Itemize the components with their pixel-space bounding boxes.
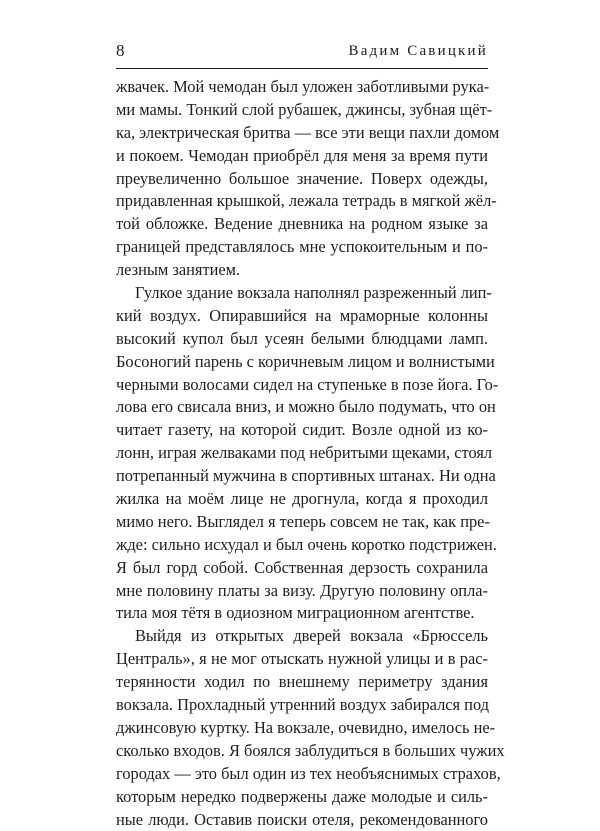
text-line: вокзала. Прохладный утренний воздух забирался под [116, 694, 488, 717]
text-line: границей представлялось мне успокоительным и по- [116, 236, 488, 259]
paragraph [116, 76, 488, 282]
text-line: мимо него. Выглядел я теперь совсем не так, как пре- [116, 511, 488, 534]
text-line: терянности ходил по внешнему периметру здания [116, 671, 488, 694]
text-line: тила моя тётя в одиозном миграционном агентстве. [116, 602, 488, 625]
body-text [116, 76, 488, 831]
text-line: Выйдя из открытых дверей вокзала «Брюссель [116, 625, 488, 648]
text-line: джинсовую куртку. На вокзале, очевидно, имелось не- [116, 717, 488, 740]
text-line: лонн, играя желваками под небритыми щеками, стоял [116, 442, 488, 465]
text-line: ка, электрическая бритва — все эти вещи пахли домом [116, 122, 488, 145]
running-head [116, 40, 488, 62]
text-line: преувеличенно большое значение. Поверх одежды, [116, 168, 488, 191]
text-line: черными волосами сидел на ступеньке в позе йога. Го- [116, 374, 488, 397]
text-line: лезным занятием. [116, 259, 488, 282]
text-line: высокий купол был усеян белыми блюдцами ламп. [116, 328, 488, 351]
text-line: ные люди. Оставив поиски отеля, рекомендованного [116, 809, 488, 831]
page-number: 8 [116, 40, 125, 62]
paragraph [116, 625, 488, 831]
header-rule [116, 68, 488, 69]
text-line: Гулкое здание вокзала наполнял разреженный лип- [116, 282, 488, 305]
paragraph [116, 282, 488, 625]
text-line: которым нередко подвержены даже молодые и силь- [116, 786, 488, 809]
text-line: сколько входов. Я боялся заблудиться в больших чужих [116, 740, 488, 763]
text-line: мне половину платы за визу. Другую половину опла- [116, 580, 488, 603]
text-line: Централь», я не мог отыскать нужной улицы и в рас- [116, 648, 488, 671]
text-line: читает газету, на которой сидит. Возле одной из ко- [116, 419, 488, 442]
text-line: жилка на моём лице не дрогнула, когда я проходил [116, 488, 488, 511]
text-line: жде: сильно исхудал и был очень коротко подстрижен. [116, 534, 488, 557]
text-line: придавленная крышкой, лежала тетрадь в мягкой жёл- [116, 190, 488, 213]
text-line: ми мамы. Тонкий слой рубашек, джинсы, зубная щёт- [116, 99, 488, 122]
text-line: жвачек. Мой чемодан был уложен заботливыми рука- [116, 76, 488, 99]
text-line: городах — это был один из тех необъяснимых страхов, [116, 763, 488, 786]
text-line: и покоем. Чемодан приобрёл для меня за время пути [116, 145, 488, 168]
text-line: Босоногий парень с коричневым лицом и волнистыми [116, 351, 488, 374]
text-line: той обложке. Ведение дневника на родном языке за [116, 213, 488, 236]
text-line: лова его свисала вниз, и можно было подумать, что он [116, 396, 488, 419]
text-line: потрепанный мужчина в спортивных штанах. Ни одна [116, 465, 488, 488]
header-author: Вадим Савицкий [348, 40, 488, 62]
text-line: Я был горд собой. Собственная дерзость сохранила [116, 557, 488, 580]
text-line: кий воздух. Опиравшийся на мраморные колонны [116, 305, 488, 328]
